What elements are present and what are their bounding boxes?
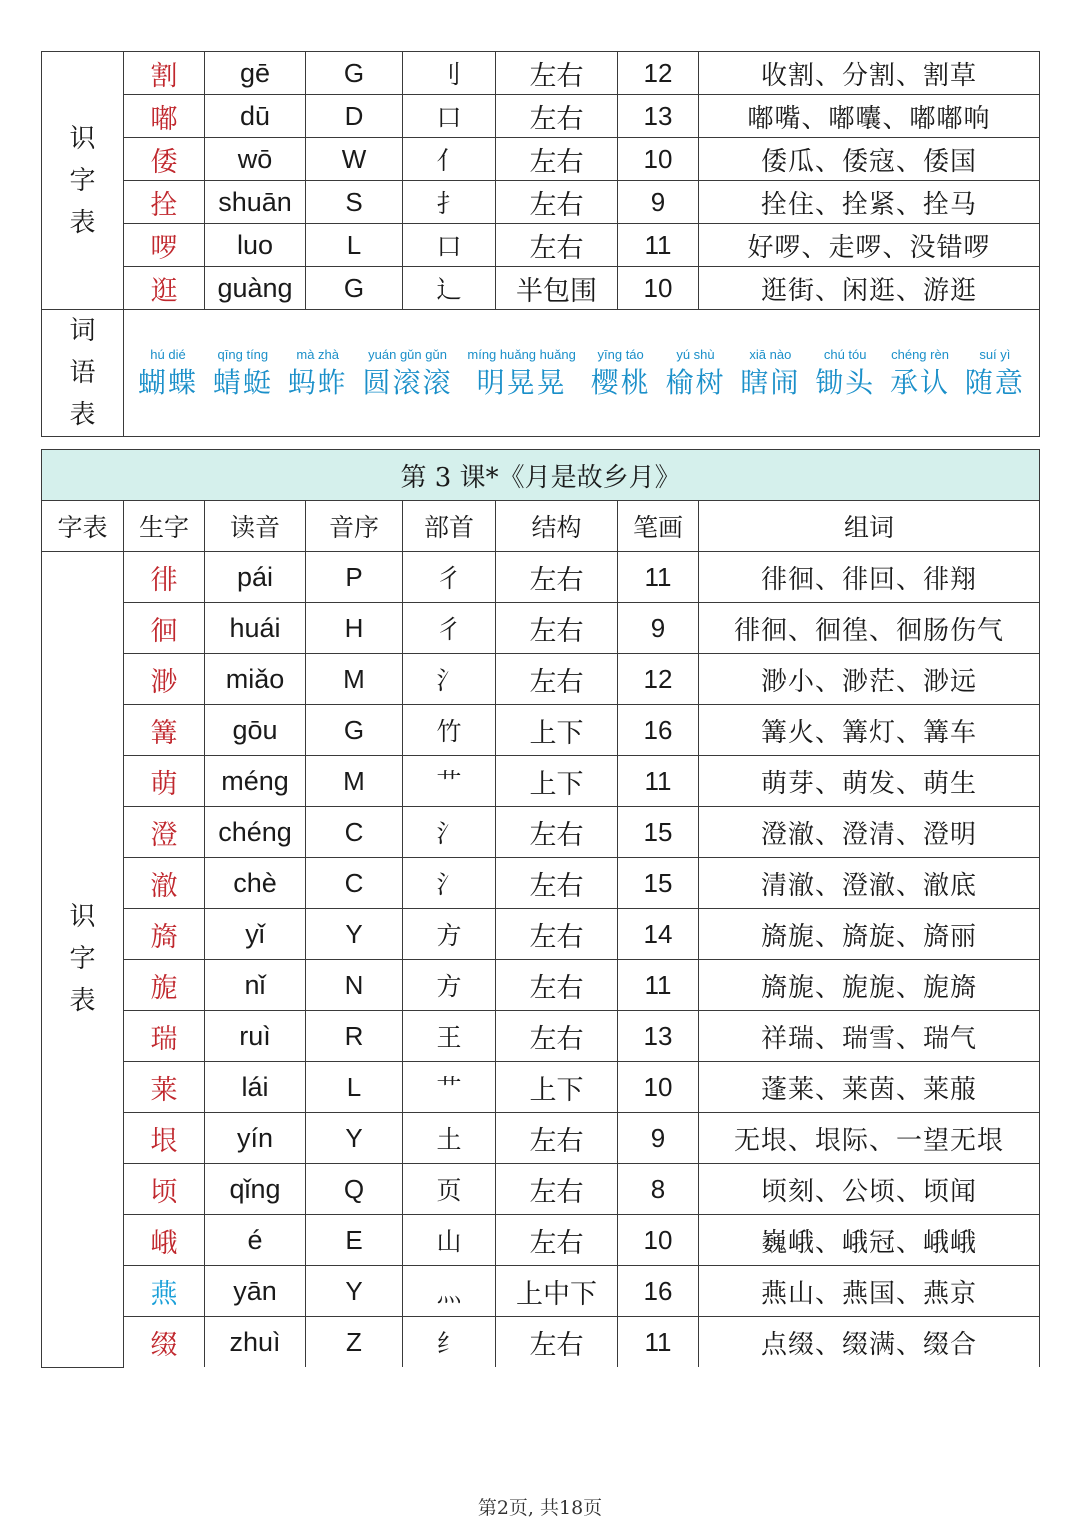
- vocab-pinyin: chéng rèn: [891, 347, 949, 362]
- char-cell: 割: [124, 52, 205, 95]
- words-cell: 拴住、拴紧、拴马: [699, 181, 1040, 224]
- order-cell: L: [306, 1062, 403, 1113]
- column-header: 字表: [42, 501, 124, 552]
- structure-cell: 左右: [496, 1215, 618, 1266]
- words-cell: 祥瑞、瑞雪、瑞气: [699, 1011, 1040, 1062]
- order-cell: S: [306, 181, 403, 224]
- strokes-cell: 14: [618, 909, 699, 960]
- strokes-cell: 9: [618, 1113, 699, 1164]
- char-cell: 峨: [124, 1215, 205, 1266]
- structure-cell: 左右: [496, 181, 618, 224]
- radical-cell: 口: [403, 95, 496, 138]
- words-cell: 嘟嘴、嘟囔、嘟嘟响: [699, 95, 1040, 138]
- words-cell: 点缀、缀满、缀合: [699, 1317, 1040, 1368]
- radical-cell: 灬: [403, 1266, 496, 1317]
- vocab-item: [965, 345, 1025, 401]
- pinyin-cell: qǐng: [205, 1164, 306, 1215]
- strokes-cell: 11: [618, 552, 699, 603]
- strokes-cell: 13: [618, 95, 699, 138]
- structure-cell: 左右: [496, 654, 618, 705]
- char-cell: 澄: [124, 807, 205, 858]
- structure-cell: 左右: [496, 1011, 618, 1062]
- table-row: [42, 138, 1040, 181]
- table-row: [42, 1317, 1040, 1368]
- pinyin-cell: pái: [205, 552, 306, 603]
- pinyin-cell: luo: [205, 224, 306, 267]
- radical-cell: 彳: [403, 552, 496, 603]
- structure-cell: 左右: [496, 960, 618, 1011]
- structure-cell: 半包围: [496, 267, 618, 310]
- radical-cell: 页: [403, 1164, 496, 1215]
- structure-cell: 左右: [496, 52, 618, 95]
- table-row: [42, 960, 1040, 1011]
- order-cell: D: [306, 95, 403, 138]
- pinyin-cell: gē: [205, 52, 306, 95]
- words-cell: 萌芽、萌发、萌生: [699, 756, 1040, 807]
- vocab-item: [665, 345, 725, 401]
- radical-cell: 王: [403, 1011, 496, 1062]
- pinyin-cell: chéng: [205, 807, 306, 858]
- vocab-word: 圆滚滚: [362, 366, 453, 399]
- table-row: [42, 756, 1040, 807]
- strokes-cell: 9: [618, 603, 699, 654]
- structure-cell: 上下: [496, 705, 618, 756]
- vocab-item: [815, 345, 875, 401]
- order-cell: L: [306, 224, 403, 267]
- radical-cell: 方: [403, 960, 496, 1011]
- pinyin-cell: dū: [205, 95, 306, 138]
- order-cell: G: [306, 267, 403, 310]
- strokes-cell: 9: [618, 181, 699, 224]
- radical-cell: 扌: [403, 181, 496, 224]
- vocab-word: 瞎闹: [740, 366, 801, 399]
- strokes-cell: 11: [618, 224, 699, 267]
- radical-cell: 土: [403, 1113, 496, 1164]
- order-cell: N: [306, 960, 403, 1011]
- pinyin-cell: chè: [205, 858, 306, 909]
- table-row: [42, 224, 1040, 267]
- strokes-cell: 10: [618, 1215, 699, 1266]
- order-cell: Q: [306, 1164, 403, 1215]
- pinyin-cell: huái: [205, 603, 306, 654]
- pinyin-cell: lái: [205, 1062, 306, 1113]
- vocab-item: [288, 345, 348, 401]
- vocab-item: [890, 345, 950, 401]
- order-cell: W: [306, 138, 403, 181]
- vocab-word: 樱桃: [590, 366, 651, 399]
- pinyin-cell: nǐ: [205, 960, 306, 1011]
- category-label-text: 词 语 表: [69, 316, 96, 430]
- table-row: [42, 705, 1040, 756]
- vocab-row: [42, 310, 1040, 437]
- radical-cell: 艹: [403, 1062, 496, 1113]
- table-row: [42, 267, 1040, 310]
- words-cell: 澄澈、澄清、澄明: [699, 807, 1040, 858]
- vocab-pinyin: hú dié: [150, 347, 186, 362]
- table-row: [42, 603, 1040, 654]
- order-cell: P: [306, 552, 403, 603]
- column-header: 笔画: [618, 501, 699, 552]
- structure-cell: 左右: [496, 1164, 618, 1215]
- strokes-cell: 11: [618, 1317, 699, 1368]
- column-header: 结构: [496, 501, 618, 552]
- category-label-text: 识 字 表: [69, 123, 96, 238]
- vocab-list: [138, 345, 1039, 401]
- vocab-pinyin: yīng táo: [597, 347, 644, 362]
- char-cell: 拴: [124, 181, 205, 224]
- strokes-cell: 12: [618, 654, 699, 705]
- page-footer: 第2页, 共18页: [477, 1497, 603, 1519]
- char-cell: 篝: [124, 705, 205, 756]
- vocab-item: [591, 345, 651, 401]
- category-label: [42, 52, 124, 310]
- category-label-text: 识 字 表: [69, 902, 96, 1017]
- radical-cell: 口: [403, 224, 496, 267]
- table-row: [42, 807, 1040, 858]
- pinyin-cell: shuān: [205, 181, 306, 224]
- char-cell: 顷: [124, 1164, 205, 1215]
- pinyin-cell: méng: [205, 756, 306, 807]
- order-cell: H: [306, 603, 403, 654]
- words-cell: 清澈、澄澈、澈底: [699, 858, 1040, 909]
- table-row: [42, 552, 1040, 603]
- strokes-cell: 16: [618, 1266, 699, 1317]
- pinyin-cell: guàng: [205, 267, 306, 310]
- radical-cell: 纟: [403, 1317, 496, 1368]
- words-cell: 倭瓜、倭寇、倭国: [699, 138, 1040, 181]
- order-cell: C: [306, 858, 403, 909]
- char-cell: 渺: [124, 654, 205, 705]
- radical-cell: 山: [403, 1215, 496, 1266]
- strokes-cell: 11: [618, 756, 699, 807]
- radical-cell: 氵: [403, 807, 496, 858]
- order-cell: Z: [306, 1317, 403, 1368]
- pinyin-cell: yín: [205, 1113, 306, 1164]
- char-cell: 徊: [124, 603, 205, 654]
- char-cell: 澈: [124, 858, 205, 909]
- vocab-pinyin: yú shù: [676, 347, 715, 362]
- order-cell: M: [306, 654, 403, 705]
- vocab-item: [138, 345, 198, 401]
- table-row: [42, 95, 1040, 138]
- radical-cell: 竹: [403, 705, 496, 756]
- category-label: [42, 552, 124, 1368]
- table-row: [42, 1266, 1040, 1317]
- words-cell: 无垠、垠际、一望无垠: [699, 1113, 1040, 1164]
- table-row: [42, 909, 1040, 960]
- table-row: [42, 1011, 1040, 1062]
- vocab-item: [467, 345, 575, 401]
- order-cell: Y: [306, 1266, 403, 1317]
- structure-cell: 左右: [496, 909, 618, 960]
- char-cell: 徘: [124, 552, 205, 603]
- strokes-cell: 11: [618, 960, 699, 1011]
- vocab-word: 锄头: [815, 366, 876, 399]
- strokes-cell: 15: [618, 858, 699, 909]
- radical-cell: 辶: [403, 267, 496, 310]
- table-row: [42, 1164, 1040, 1215]
- words-cell: 渺小、渺茫、渺远: [699, 654, 1040, 705]
- column-header: 音序: [306, 501, 403, 552]
- words-cell: 蓬莱、莱茵、莱菔: [699, 1062, 1040, 1113]
- column-header: 生字: [124, 501, 205, 552]
- words-cell: 徘徊、徊徨、徊肠伤气: [699, 603, 1040, 654]
- order-cell: E: [306, 1215, 403, 1266]
- words-cell: 收割、分割、割草: [699, 52, 1040, 95]
- char-cell: 燕: [124, 1266, 205, 1317]
- char-cell: 莱: [124, 1062, 205, 1113]
- pinyin-cell: é: [205, 1215, 306, 1266]
- column-header: 组词: [699, 501, 1040, 552]
- vocab-word: 榆树: [665, 366, 726, 399]
- strokes-cell: 12: [618, 52, 699, 95]
- vocab-word: 蜻蜓: [212, 366, 273, 399]
- words-cell: 顷刻、公顷、顷闻: [699, 1164, 1040, 1215]
- words-cell: 燕山、燕国、燕京: [699, 1266, 1040, 1317]
- table-row: [42, 181, 1040, 224]
- vocab-label: [42, 310, 124, 437]
- words-cell: 旖旎、旎旎、旎旖: [699, 960, 1040, 1011]
- char-cell: 倭: [124, 138, 205, 181]
- radical-cell: 亻: [403, 138, 496, 181]
- pinyin-cell: gōu: [205, 705, 306, 756]
- strokes-cell: 10: [618, 267, 699, 310]
- char-cell: 嘟: [124, 95, 205, 138]
- structure-cell: 左右: [496, 603, 618, 654]
- table-row: [42, 1113, 1040, 1164]
- lesson-3-table: [41, 449, 1040, 1368]
- order-cell: G: [306, 705, 403, 756]
- words-cell: 篝火、篝灯、篝车: [699, 705, 1040, 756]
- strokes-cell: 10: [618, 138, 699, 181]
- radical-cell: 方: [403, 909, 496, 960]
- radical-cell: 彳: [403, 603, 496, 654]
- order-cell: R: [306, 1011, 403, 1062]
- order-cell: Y: [306, 1113, 403, 1164]
- vocab-item: [740, 345, 800, 401]
- vocab-item: [363, 345, 453, 401]
- radical-cell: 氵: [403, 654, 496, 705]
- pinyin-cell: miǎo: [205, 654, 306, 705]
- radical-cell: 刂: [403, 52, 496, 95]
- vocab-pinyin: suí yì: [979, 347, 1011, 362]
- char-cell: 缀: [124, 1317, 205, 1368]
- table-row: [42, 52, 1040, 95]
- structure-cell: 上中下: [496, 1266, 618, 1317]
- pinyin-cell: ruì: [205, 1011, 306, 1062]
- strokes-cell: 13: [618, 1011, 699, 1062]
- column-header: 部首: [403, 501, 496, 552]
- strokes-cell: 15: [618, 807, 699, 858]
- words-cell: 巍峨、峨冠、峨峨: [699, 1215, 1040, 1266]
- structure-cell: 左右: [496, 1317, 618, 1368]
- vocab-pinyin: yuán gǔn gǔn: [368, 347, 447, 362]
- pinyin-cell: yān: [205, 1266, 306, 1317]
- vocab-word: 承认: [890, 366, 951, 399]
- order-cell: G: [306, 52, 403, 95]
- vocab-word: 随意: [964, 366, 1025, 399]
- vocab-cell: [124, 310, 1040, 437]
- table-row: [42, 654, 1040, 705]
- pinyin-cell: yǐ: [205, 909, 306, 960]
- vocab-pinyin: míng huǎng huǎng: [467, 347, 576, 362]
- char-cell: 旎: [124, 960, 205, 1011]
- vocab-item: [213, 345, 273, 401]
- lesson-title: 第 3 课*《月是故乡月》: [42, 450, 1040, 501]
- vocab-pinyin: chú tóu: [823, 347, 867, 362]
- radical-cell: 氵: [403, 858, 496, 909]
- vocab-pinyin: xiā nào: [749, 347, 792, 362]
- char-cell: 萌: [124, 756, 205, 807]
- char-cell: 逛: [124, 267, 205, 310]
- words-cell: 徘徊、徘回、徘翔: [699, 552, 1040, 603]
- words-cell: 逛街、闲逛、游逛: [699, 267, 1040, 310]
- strokes-cell: 16: [618, 705, 699, 756]
- vocab-word: 蚂蚱: [287, 366, 348, 399]
- structure-cell: 左右: [496, 807, 618, 858]
- words-cell: 旖旎、旖旋、旖丽: [699, 909, 1040, 960]
- vocab-word: 明晃晃: [476, 366, 567, 399]
- vocab-word: 蝴蝶: [138, 366, 199, 399]
- order-cell: Y: [306, 909, 403, 960]
- structure-cell: 左右: [496, 1113, 618, 1164]
- order-cell: C: [306, 807, 403, 858]
- order-cell: M: [306, 756, 403, 807]
- vocab-pinyin: qīng tíng: [217, 347, 269, 362]
- structure-cell: 上下: [496, 1062, 618, 1113]
- structure-cell: 左右: [496, 95, 618, 138]
- words-cell: 好啰、走啰、没错啰: [699, 224, 1040, 267]
- lesson-table-continued: [41, 51, 1040, 437]
- char-cell: 垠: [124, 1113, 205, 1164]
- structure-cell: 左右: [496, 858, 618, 909]
- strokes-cell: 8: [618, 1164, 699, 1215]
- structure-cell: 左右: [496, 138, 618, 181]
- structure-cell: 左右: [496, 224, 618, 267]
- table-row: [42, 1215, 1040, 1266]
- char-cell: 瑞: [124, 1011, 205, 1062]
- structure-cell: 上下: [496, 756, 618, 807]
- char-cell: 旖: [124, 909, 205, 960]
- radical-cell: 艹: [403, 756, 496, 807]
- pinyin-cell: wō: [205, 138, 306, 181]
- column-header: 读音: [205, 501, 306, 552]
- char-cell: 啰: [124, 224, 205, 267]
- vocab-pinyin: mà zhà: [296, 347, 340, 362]
- pinyin-cell: zhuì: [205, 1317, 306, 1368]
- table-row: [42, 858, 1040, 909]
- strokes-cell: 10: [618, 1062, 699, 1113]
- table-row: [42, 1062, 1040, 1113]
- structure-cell: 左右: [496, 552, 618, 603]
